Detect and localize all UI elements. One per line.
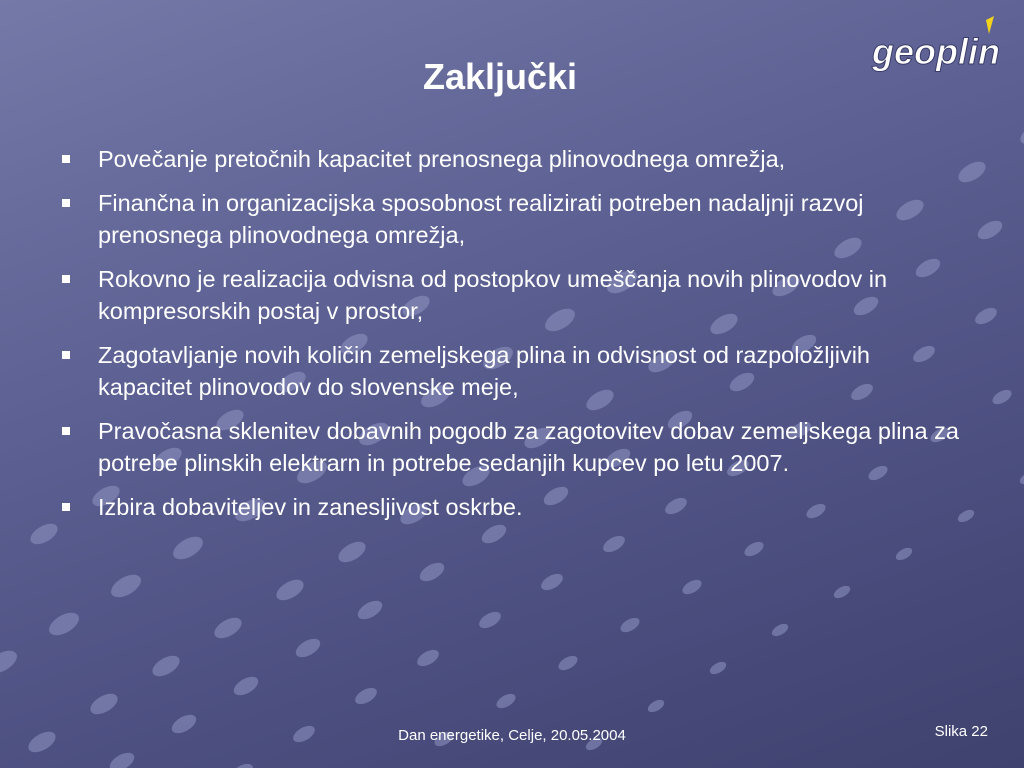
background-dot: [646, 697, 666, 714]
square-bullet-icon: [62, 503, 70, 511]
square-bullet-icon: [62, 155, 70, 163]
background-dot: [335, 538, 369, 567]
background-dot: [107, 570, 144, 602]
background-dot: [273, 576, 307, 605]
background-dot: [538, 570, 565, 593]
background-dot: [1017, 120, 1024, 149]
bullet-text: Rokovno je realizacija odvisna od postopkov umeščanja novih plinovodov in kompresorskih postaj v prostor,: [98, 266, 888, 324]
footer-event-date: Dan energetike, Celje, 20.05.2004: [398, 727, 626, 744]
bullet-list: [60, 143, 960, 535]
background-dot: [494, 691, 518, 711]
background-dot: [87, 690, 121, 719]
background-dot: [417, 559, 448, 585]
logo-wordmark: geoplin: [872, 31, 1000, 72]
background-dot: [618, 615, 642, 635]
background-dot: [0, 646, 21, 678]
background-dot: [680, 577, 704, 597]
background-dot: [355, 597, 386, 623]
background-dot: [972, 304, 999, 327]
bullet-item: [60, 143, 960, 175]
background-dot: [476, 608, 503, 631]
square-bullet-icon: [62, 427, 70, 435]
background-dot: [955, 158, 989, 187]
background-dot: [352, 684, 379, 707]
background-dot: [149, 652, 183, 681]
square-bullet-icon: [62, 199, 70, 207]
bullet-text: Pravočasna sklenitev dobavnih pogodb za zagotovitev dobav zemeljskega plina za potrebe plinskih elektrarn in potrebe sedanjih kupcev po letu 2007.: [98, 418, 959, 476]
background-dot: [228, 760, 255, 768]
background-dot: [414, 646, 441, 669]
background-dot: [600, 532, 627, 555]
slide-title: Zaključki: [422, 56, 578, 97]
background-dot: [27, 520, 61, 549]
background-dot: [231, 673, 262, 699]
bullet-text: Izbira dobaviteljev in zanesljivost oskrbe.: [98, 494, 523, 520]
background-dot: [894, 545, 914, 562]
bullet-item: [60, 339, 960, 403]
background-dot: [990, 387, 1014, 407]
bullet-item: [60, 263, 960, 327]
geoplin-logo: [868, 12, 1008, 76]
background-dot: [708, 659, 728, 676]
bullet-text: Finančna in organizacijska sposobnost realizirati potreben nadaljnji razvoj prenosnega plinovodnega omrežja,: [98, 190, 864, 248]
bullet-text: Povečanje pretočnih kapacitet prenosnega plinovodnega omrežja,: [98, 146, 786, 172]
bullet-item: [60, 415, 960, 479]
background-dot: [107, 749, 138, 768]
background-dot: [45, 608, 82, 640]
bullet-item: [60, 491, 960, 523]
bullet-item: [60, 187, 960, 251]
square-bullet-icon: [62, 351, 70, 359]
background-dot: [1018, 469, 1024, 486]
background-dot: [832, 583, 852, 600]
background-dot: [975, 217, 1006, 243]
background-dot: [293, 635, 324, 661]
background-dot: [556, 653, 580, 673]
background-dot: [770, 621, 790, 638]
background-dot: [211, 614, 245, 643]
bullet-text: Zagotavljanje novih količin zemeljskega plina in odvisnost od razpoložljivih kapacitet plinovodov do slovenske meje,: [98, 342, 871, 400]
background-dot: [169, 532, 206, 564]
square-bullet-icon: [62, 275, 70, 283]
background-dot: [742, 539, 766, 559]
slide-number: Slika 22: [934, 723, 988, 740]
